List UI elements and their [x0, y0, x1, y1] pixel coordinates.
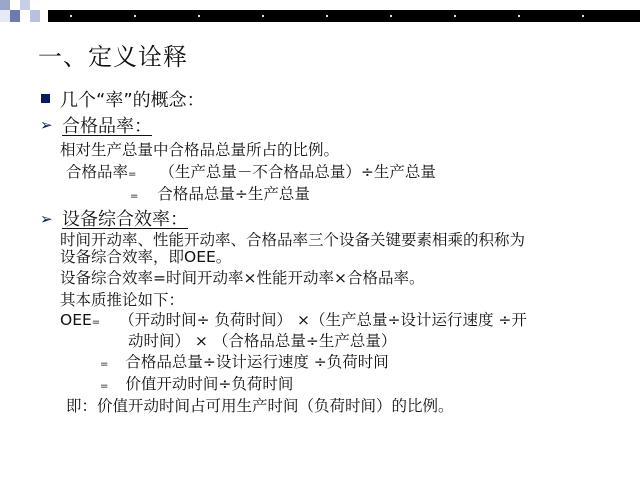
intro-text: 几个“率”的概念：: [60, 90, 205, 111]
quality-rate-formula-line2: [130, 182, 310, 204]
oee-step2: [100, 350, 389, 372]
arrow-bullet-icon: ➢: [40, 116, 53, 134]
equals-sign: =: [130, 191, 139, 202]
header-dots: [70, 15, 630, 17]
oee-formula-line: 设备综合效率=时间开动率×性能开动率×合格品率。: [60, 269, 425, 287]
oee-label: OEE: [60, 311, 92, 329]
checker-logo: [0, 0, 48, 22]
oee-step1-text1: （开动时间÷ 负荷时间） ×（生产总量÷设计运行速度 ÷开: [119, 311, 527, 329]
oee-definition-line2: 设备综合效率，即OEE。: [60, 248, 232, 266]
equals-sign: =: [91, 317, 101, 328]
quality-rate-formula-line1: [66, 160, 436, 182]
arrow-bullet-icon: ➢: [40, 210, 53, 228]
oee-step1-line2: 动时间） × （合格品总量÷生产总量）: [128, 332, 397, 350]
equals-sign: =: [100, 381, 109, 392]
oee-step3: [100, 372, 293, 394]
oee-step3-text: 价值开动时间÷负荷时间: [125, 375, 294, 393]
quality-rate-formula-part1: （生产总量－不合格品总量）÷生产总量: [159, 163, 436, 181]
quality-rate-heading: 合格品率：: [62, 116, 152, 137]
oee-step2-text: 合格品总量÷设计运行速度 ÷负荷时间: [125, 353, 389, 371]
quality-rate-label: 合格品率: [66, 163, 129, 181]
equals-sign: =: [100, 359, 109, 370]
oee-step1-line1: [60, 308, 527, 330]
top-header-band: [0, 0, 640, 22]
slide-title: 一、定义诠释: [38, 43, 188, 71]
quality-rate-formula-part2: 合格品总量÷生产总量: [157, 185, 310, 203]
square-bullet-icon: [41, 94, 50, 103]
equals-sign: =: [128, 169, 137, 180]
oee-heading: 设备综合效率：: [62, 209, 188, 230]
oee-derivation-intro: 其本质推论如下：: [60, 291, 185, 309]
oee-conclusion: 即：价值开动时间占可用生产时间（负荷时间）的比例。: [66, 397, 454, 415]
oee-definition-line1: 时间开动率、性能开动率、合格品率三个设备关键要素相乘的积称为: [60, 231, 526, 249]
quality-rate-definition: 相对生产总量中合格品总量所占的比例。: [60, 141, 340, 159]
